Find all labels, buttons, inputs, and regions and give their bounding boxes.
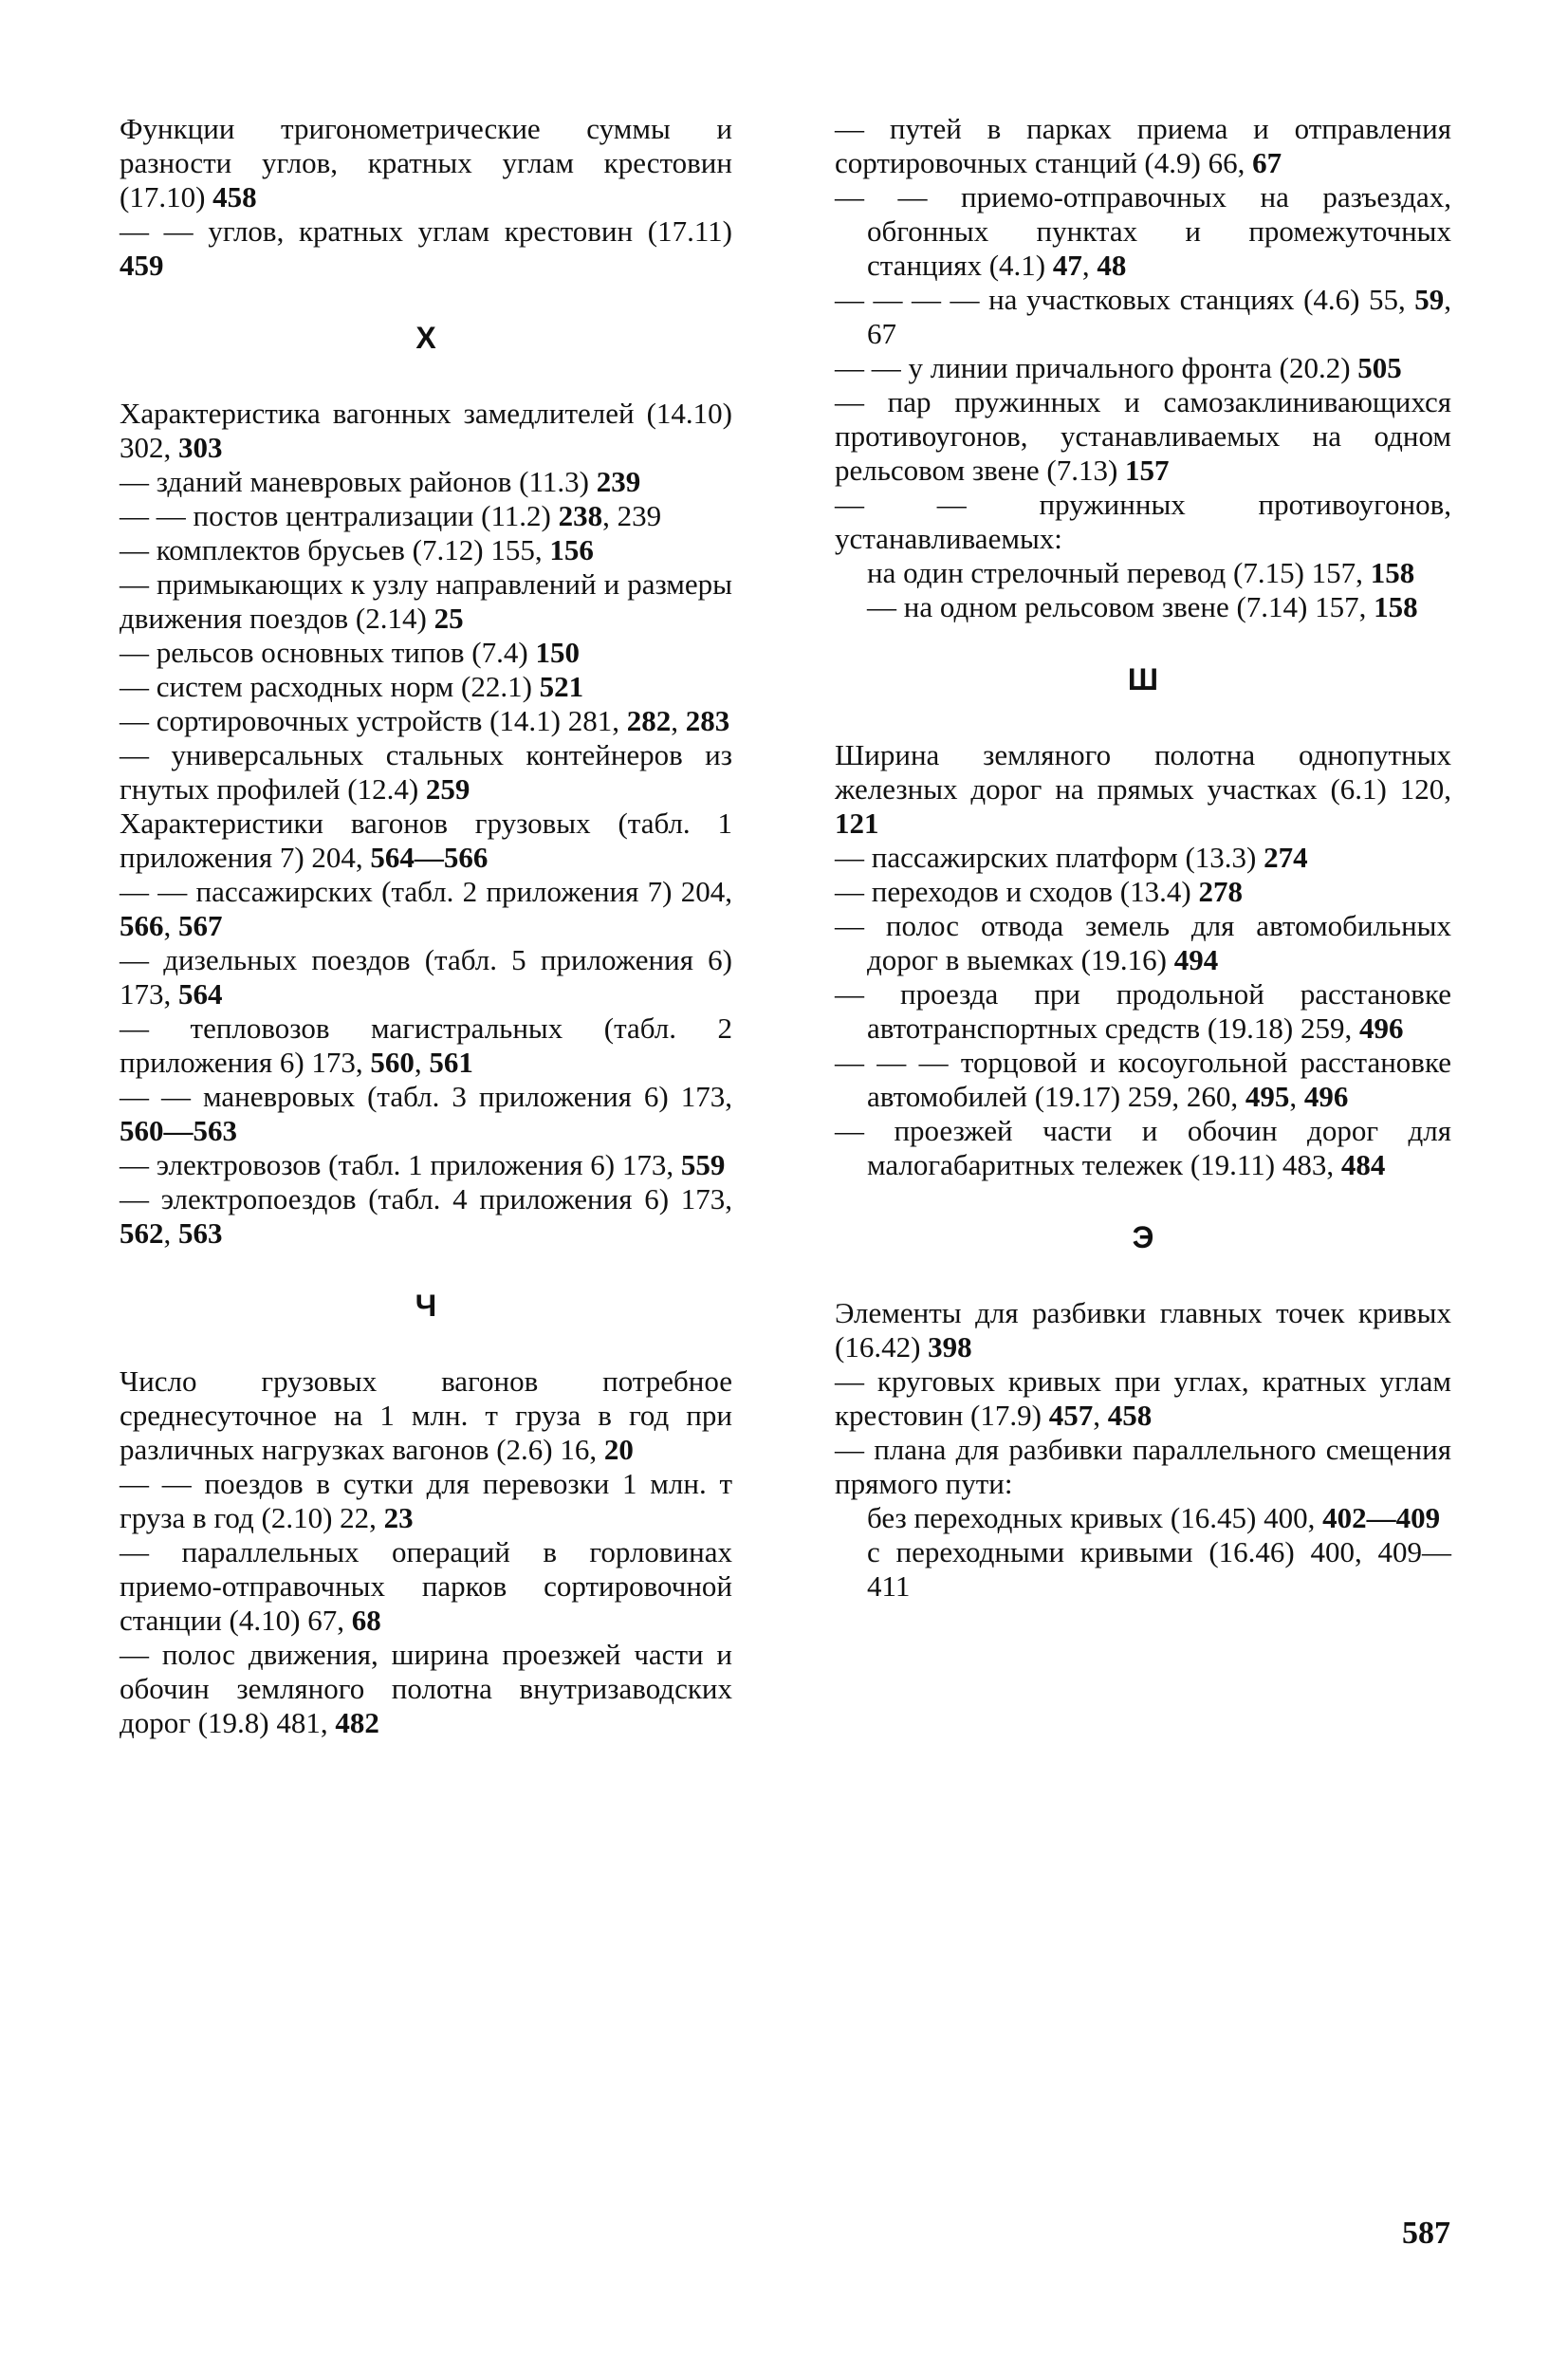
index-entry: — примыкающих к узлу направлений и размеры движения поездов (2.14) 25 xyxy=(120,567,732,635)
index-entry: — — у линии причального фронта (20.2) 505 xyxy=(835,351,1402,384)
index-entry: — дизельных поездов (табл. 5 приложения 6) 173, 564 xyxy=(120,943,732,1011)
index-entry: — — пружинных противоугонов, устанавливаемых: xyxy=(835,488,1451,555)
index-entry: — параллельных операций в горловинах приемо-отправочных парков сортировочной станции (4.10) 67, 68 xyxy=(120,1535,732,1637)
index-entry: — сортировочных устройств (14.1) 281, 282, 283 xyxy=(120,704,730,737)
right-column xyxy=(835,112,1451,1604)
index-entry: с переходными кривыми (16.46) 400, 409—411 xyxy=(867,1535,1451,1603)
index-entry: Число грузовых вагонов потребное среднесуточное на 1 млн. т груза в год при различных нагрузках вагонов (2.6) 16, 20 xyxy=(120,1364,732,1466)
index-entry: — круговых кривых при углах, кратных углам крестовин (17.9) 457, 458 xyxy=(835,1364,1451,1432)
index-entry: — — пассажирских (табл. 2 приложения 7) 204, 566, 567 xyxy=(120,875,732,942)
index-entry: — — — — на участковых станциях (4.6) 55, 59, 67 xyxy=(835,283,1451,350)
index-entry: — проезжей части и обочин дорог для малогабаритных тележек (19.11) 483, 484 xyxy=(835,1114,1451,1181)
left-column xyxy=(120,112,732,1740)
index-entry: — — углов, кратных углам крестовин (17.11) 459 xyxy=(120,214,732,282)
index-entry: без переходных кривых (16.45) 400, 402—409 xyxy=(867,1501,1441,1534)
page-number: 587 xyxy=(1402,2216,1450,2251)
index-entry: — систем расходных норм (22.1) 521 xyxy=(120,670,584,703)
index-entry: — электровозов (табл. 1 приложения 6) 173, 559 xyxy=(120,1148,726,1181)
index-entry: на один стрелочный перевод (7.15) 157, 158 xyxy=(867,556,1415,589)
index-entry: — рельсов основных типов (7.4) 150 xyxy=(120,636,580,669)
index-entry: — проезда при продольной расстановке автотранспортных средств (19.18) 259, 496 xyxy=(835,977,1451,1045)
index-entry: — пар пружинных и самозаклинивающихся противоугонов, устанавливаемых на одном рельсовом звене (7.13) 157 xyxy=(835,385,1451,487)
index-entry: — — постов централизации (11.2) 238, 239 xyxy=(120,499,662,532)
index-entry: — тепловозов магистральных (табл. 2 приложения 6) 173, 560, 561 xyxy=(120,1011,732,1079)
index-entry: Функции тригонометрические суммы и разности углов, кратных углам крестовин (17.10) 458 xyxy=(120,112,732,213)
index-entry: Элементы для разбивки главных точек кривых (16.42) 398 xyxy=(835,1296,1451,1364)
index-entry: — пассажирских платформ (13.3) 274 xyxy=(835,841,1308,874)
section-letter-ch: Ч xyxy=(415,1289,437,1323)
index-entry: Характеристика вагонных замедлителей (14.10) 302, 303 xyxy=(120,397,732,464)
index-entry: — комплектов брусьев (7.12) 155, 156 xyxy=(120,533,594,566)
index-entry: — — — торцовой и косоугольной расстановке автомобилей (19.17) 259, 260, 495, 496 xyxy=(835,1046,1451,1113)
index-entry: — — приемо-отправочных на разъездах, обгонных пунктах и промежуточных станциях (4.1) 47, 48 xyxy=(835,180,1451,282)
section-letter-sh: Ш xyxy=(1127,662,1159,696)
index-entry: — полос движения, ширина проезжей части и обочин земляного полотна внутризаводских дорог (19.8) 481, 482 xyxy=(120,1638,732,1739)
index-entry: — полос отвода земель для автомобильных дорог в выемках (19.16) 494 xyxy=(835,909,1451,976)
index-entry: — зданий маневровых районов (11.3) 239 xyxy=(120,465,641,498)
index-entry: — путей в парках приема и отправления сортировочных станций (4.9) 66, 67 xyxy=(835,112,1451,179)
section-letter-kh: Х xyxy=(415,321,436,355)
index-entry: — плана для разбивки параллельного смещения прямого пути: xyxy=(835,1433,1451,1500)
index-entry: — электропоездов (табл. 4 приложения 6) 173, 562, 563 xyxy=(120,1182,732,1250)
section-letter-e: Э xyxy=(1132,1220,1154,1254)
index-entry: — на одном рельсовом звене (7.14) 157, 158 xyxy=(867,590,1418,623)
index-entry: — — маневровых (табл. 3 приложения 6) 173, 560—563 xyxy=(120,1080,732,1147)
index-entry: — — поездов в сутки для перевозки 1 млн. т груза в год (2.10) 22, 23 xyxy=(120,1467,732,1534)
index-entry: — универсальных стальных контейнеров из гнутых профилей (12.4) 259 xyxy=(120,738,732,806)
index-entry: Ширина земляного полотна однопутных железных дорог на прямых участках (6.1) 120, 121 xyxy=(835,738,1451,840)
index-entry: — переходов и сходов (13.4) 278 xyxy=(835,875,1243,908)
index-entry: Характеристики вагонов грузовых (табл. 1 приложения 7) 204, 564—566 xyxy=(120,807,732,874)
